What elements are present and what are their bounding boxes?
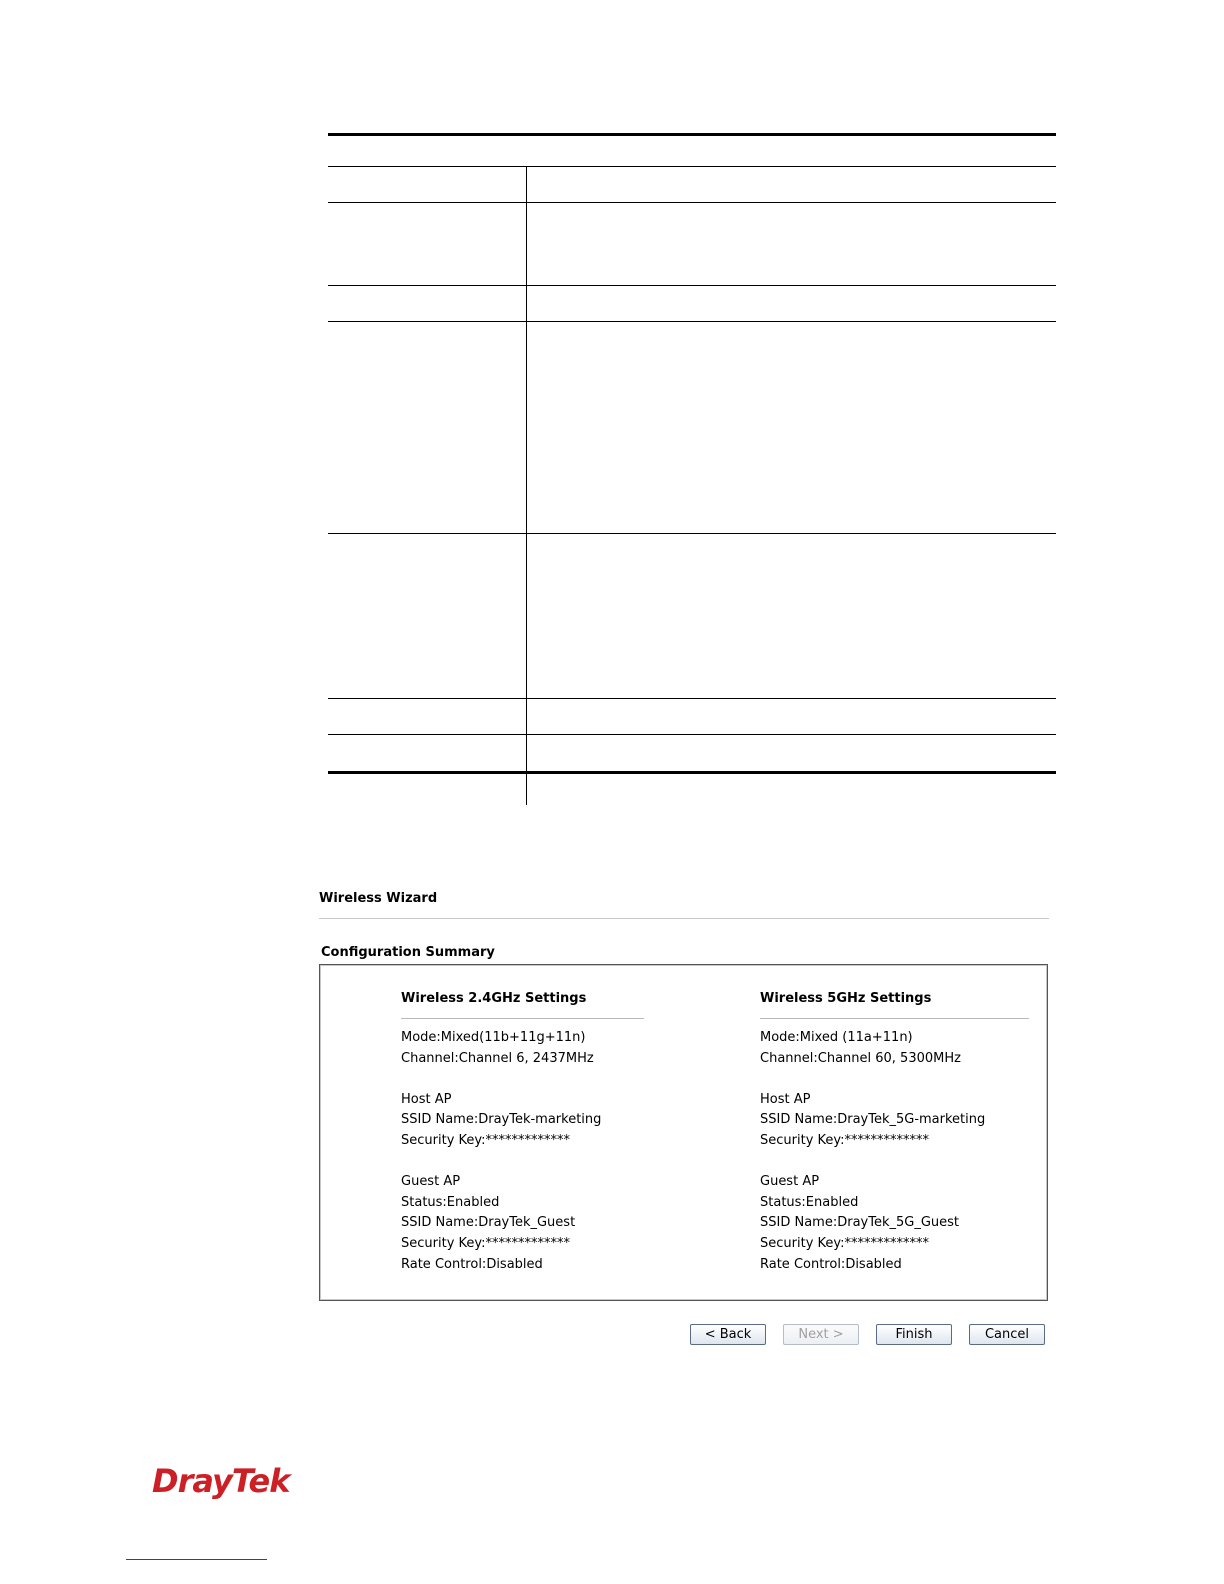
host-ap-label: Host AP [401, 1091, 452, 1107]
settings-24ghz-column [401, 990, 644, 1275]
host-ap-label: Host AP [760, 1091, 811, 1107]
mode-value: Mode:Mixed(11b+11g+11n) [401, 1030, 586, 1045]
wizard-title: Wireless Wizard [319, 891, 438, 906]
guest-ssid-value: SSID Name:DrayTek_Guest [401, 1215, 576, 1231]
summary-title: Configuration Summary [321, 945, 495, 960]
table-bottom-rule [328, 771, 1056, 774]
guest-status-value: Status:Enabled [760, 1194, 859, 1210]
host-ssid-value: SSID Name:DrayTek-marketing [401, 1112, 602, 1128]
settings-5ghz-heading: Wireless 5GHz Settings [760, 991, 932, 1006]
guest-rate-control: Rate Control:Disabled [401, 1256, 543, 1272]
title-divider [319, 918, 1049, 919]
channel-value: Channel:Channel 60, 5300MHz [760, 1050, 961, 1066]
channel-value: Channel:Channel 6, 2437MHz [401, 1050, 594, 1066]
host-security-key: Security Key:************* [401, 1132, 571, 1148]
next-button[interactable]: Next > [783, 1324, 859, 1345]
heading-divider [401, 1018, 644, 1019]
guest-rate-control: Rate Control:Disabled [760, 1256, 902, 1272]
finish-button[interactable]: Finish [876, 1324, 952, 1345]
settings-24ghz-heading: Wireless 2.4GHz Settings [401, 991, 587, 1006]
footer-rule [126, 1559, 267, 1560]
guest-status-value: Status:Enabled [401, 1194, 500, 1210]
host-security-key: Security Key:************* [760, 1132, 930, 1148]
guest-ap-label: Guest AP [760, 1174, 820, 1190]
table-row-divider [328, 734, 1056, 735]
table-row-divider [328, 285, 1056, 286]
host-ssid-value: SSID Name:DrayTek_5G-marketing [760, 1112, 986, 1128]
settings-5ghz-column [760, 990, 1029, 1275]
table-row-divider [328, 321, 1056, 322]
table-column-divider [526, 166, 527, 805]
table-top-rule [328, 133, 1056, 136]
draytek-logo: DrayTek [152, 1462, 290, 1500]
table-row-divider [328, 533, 1056, 534]
cancel-button[interactable]: Cancel [969, 1324, 1045, 1345]
guest-security-key: Security Key:************* [760, 1235, 930, 1251]
back-button[interactable]: < Back [690, 1324, 766, 1345]
table-row-divider [328, 202, 1056, 203]
guest-ap-label: Guest AP [401, 1174, 461, 1190]
table-row-divider [328, 166, 1056, 167]
mode-value: Mode:Mixed (11a+11n) [760, 1030, 913, 1045]
table-row-divider [328, 698, 1056, 699]
heading-divider [760, 1018, 1029, 1019]
guest-security-key: Security Key:************* [401, 1235, 571, 1251]
guest-ssid-value: SSID Name:DrayTek_5G_Guest [760, 1215, 960, 1231]
